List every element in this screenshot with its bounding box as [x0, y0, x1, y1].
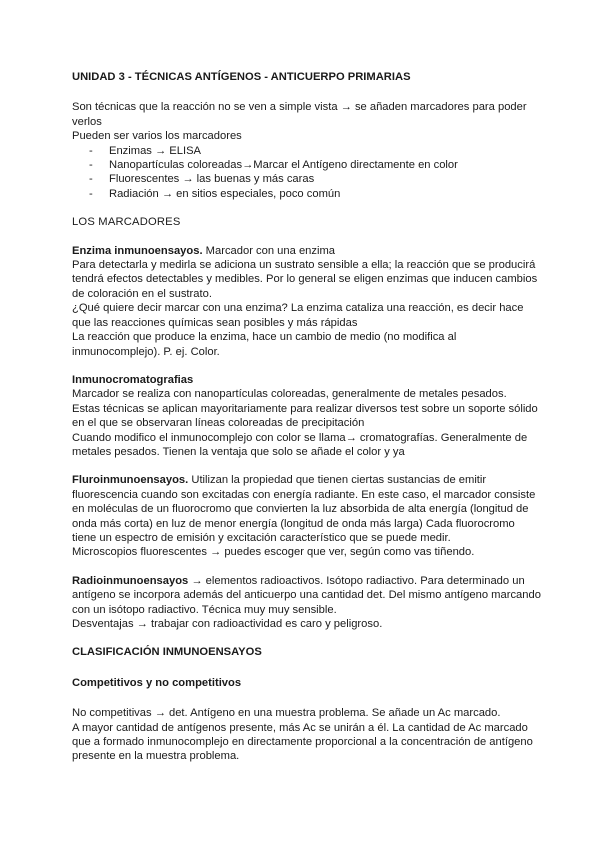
list-item: - Fluorescentes → las buenas y más caras — [89, 172, 542, 186]
inmunocromatografia-paragraph-1: Marcador se realiza con nanopartículas coloreadas, generalmente de metales pesados. — [72, 388, 507, 401]
list-item: - Radiación → en sitios especiales, poco común — [89, 187, 542, 201]
enzima-section — [72, 244, 542, 359]
inmunocromatografia-section — [72, 373, 542, 459]
intro-line-1: Son técnicas que la reacción no se ven a simple vista → se añaden marcadores para poder verlos — [72, 101, 527, 128]
fluoro-lead — [72, 473, 542, 545]
radio-term: Radioinmunoensayos — [72, 574, 189, 587]
fluoro-term: Fluroinmunoensayos. — [72, 474, 189, 487]
inmunocromatografia-term: Inmunocromatografias — [72, 373, 194, 386]
enzima-term: Enzima inmunoensayos. — [72, 244, 203, 257]
enzima-paragraph-3: La reacción que produce la enzima, hace un cambio de medio (no modifica al inmunocomplejo). P. ej. Color. — [72, 331, 457, 358]
enzima-paragraph-1: Para detectarla y medirla se adiciona un sustrato sensible a ella; la reacción que se producirá tendrá efectos detectables y medibles. Por lo general se eligen enzimas que inducen cambios de coloración en el sustrato. — [72, 259, 538, 300]
inmunocromatografia-paragraph-3: Cuando modifico el inmunocomplejo con color se llama→ cromatografías. Generalmente de metales pesados. Tienen la ventaja que solo se añade el color y ya — [72, 431, 528, 458]
classification-heading: CLASIFICACIÓN INMUNOENSAYOS — [72, 646, 262, 659]
enzima-lead-text: Marcador con una enzima — [202, 244, 336, 257]
page-title: UNIDAD 3 - TÉCNICAS ANTÍGENOS - ANTICUERPO PRIMARIAS — [72, 71, 411, 83]
inmunocromatografia-paragraph-2: Estas técnicas se aplican mayoritariamente para realizar diversos test sobre un soporte sólido en el que se observaran líneas coloreadas de precipitación — [72, 402, 538, 430]
list-item: - Enzimas → ELISA — [89, 144, 542, 158]
competitive-paragraph-2: A mayor cantidad de antígenos presente, más Ac se unirán a él. La cantidad de Ac marcado que a formado inmunocomplejo en directamente proporcional a la concentración de antígeno presente en la muestra problema. — [72, 721, 533, 763]
enzima-paragraph-2: ¿Qué quiere decir marcar con una enzima? La enzima cataliza una reacción, es decir hace que las reacciones químicas sean posibles y más rápidas — [72, 302, 524, 329]
radio-paragraph-2: Desventajas → trabajar con radioactividad es caro y peligroso. — [72, 618, 383, 630]
intro-line-2: Pueden ser varios los marcadores — [72, 130, 242, 143]
competitive-section — [72, 706, 542, 764]
competitive-heading: Competitivos y no competitivos — [72, 676, 242, 689]
radio-section — [72, 574, 542, 632]
fluoro-lead-text: Utilizan la propiedad que tienen ciertas sustancias de emitir fluorescencia cuando son excitadas con energía radiante. En este caso, el marcador consiste en moléculas de un fluorocromo que convierten la luz absorbida de alta energía (longitud de onda más corta) en luz de menor energía (longitud de onda más larga) Cada fluorocromo tiene un espectro de emisión y excitación característico que se puede medir. — [72, 474, 536, 544]
list-item: - Nanopartículas coloreadas→Marcar el Antígeno directamente en color — [89, 158, 542, 172]
competitive-paragraph-1: No competitivas → det. Antígeno en una muestra problema. Se añade un Ac marcado. — [72, 707, 501, 720]
fluoro-section — [72, 473, 542, 559]
radio-lead-text: → elementos radioactivos. Isótopo radiactivo. Para determinado un antígeno se incorpora además del anticuerpo una cantidad det. Del mismo antígeno marcando con un isótopo radiactivo. Técnica muy muy sensible. — [72, 574, 541, 616]
document-body — [72, 70, 542, 764]
fluoro-paragraph-2: Microscopios fluorescentes → puedes escoger que ver, según como vas tiñendo. — [72, 546, 475, 559]
radio-lead — [72, 574, 542, 617]
markers-heading: LOS MARCADORES — [72, 216, 181, 229]
markers-list — [72, 144, 542, 202]
intro-section — [72, 100, 542, 201]
enzima-lead — [72, 244, 542, 258]
